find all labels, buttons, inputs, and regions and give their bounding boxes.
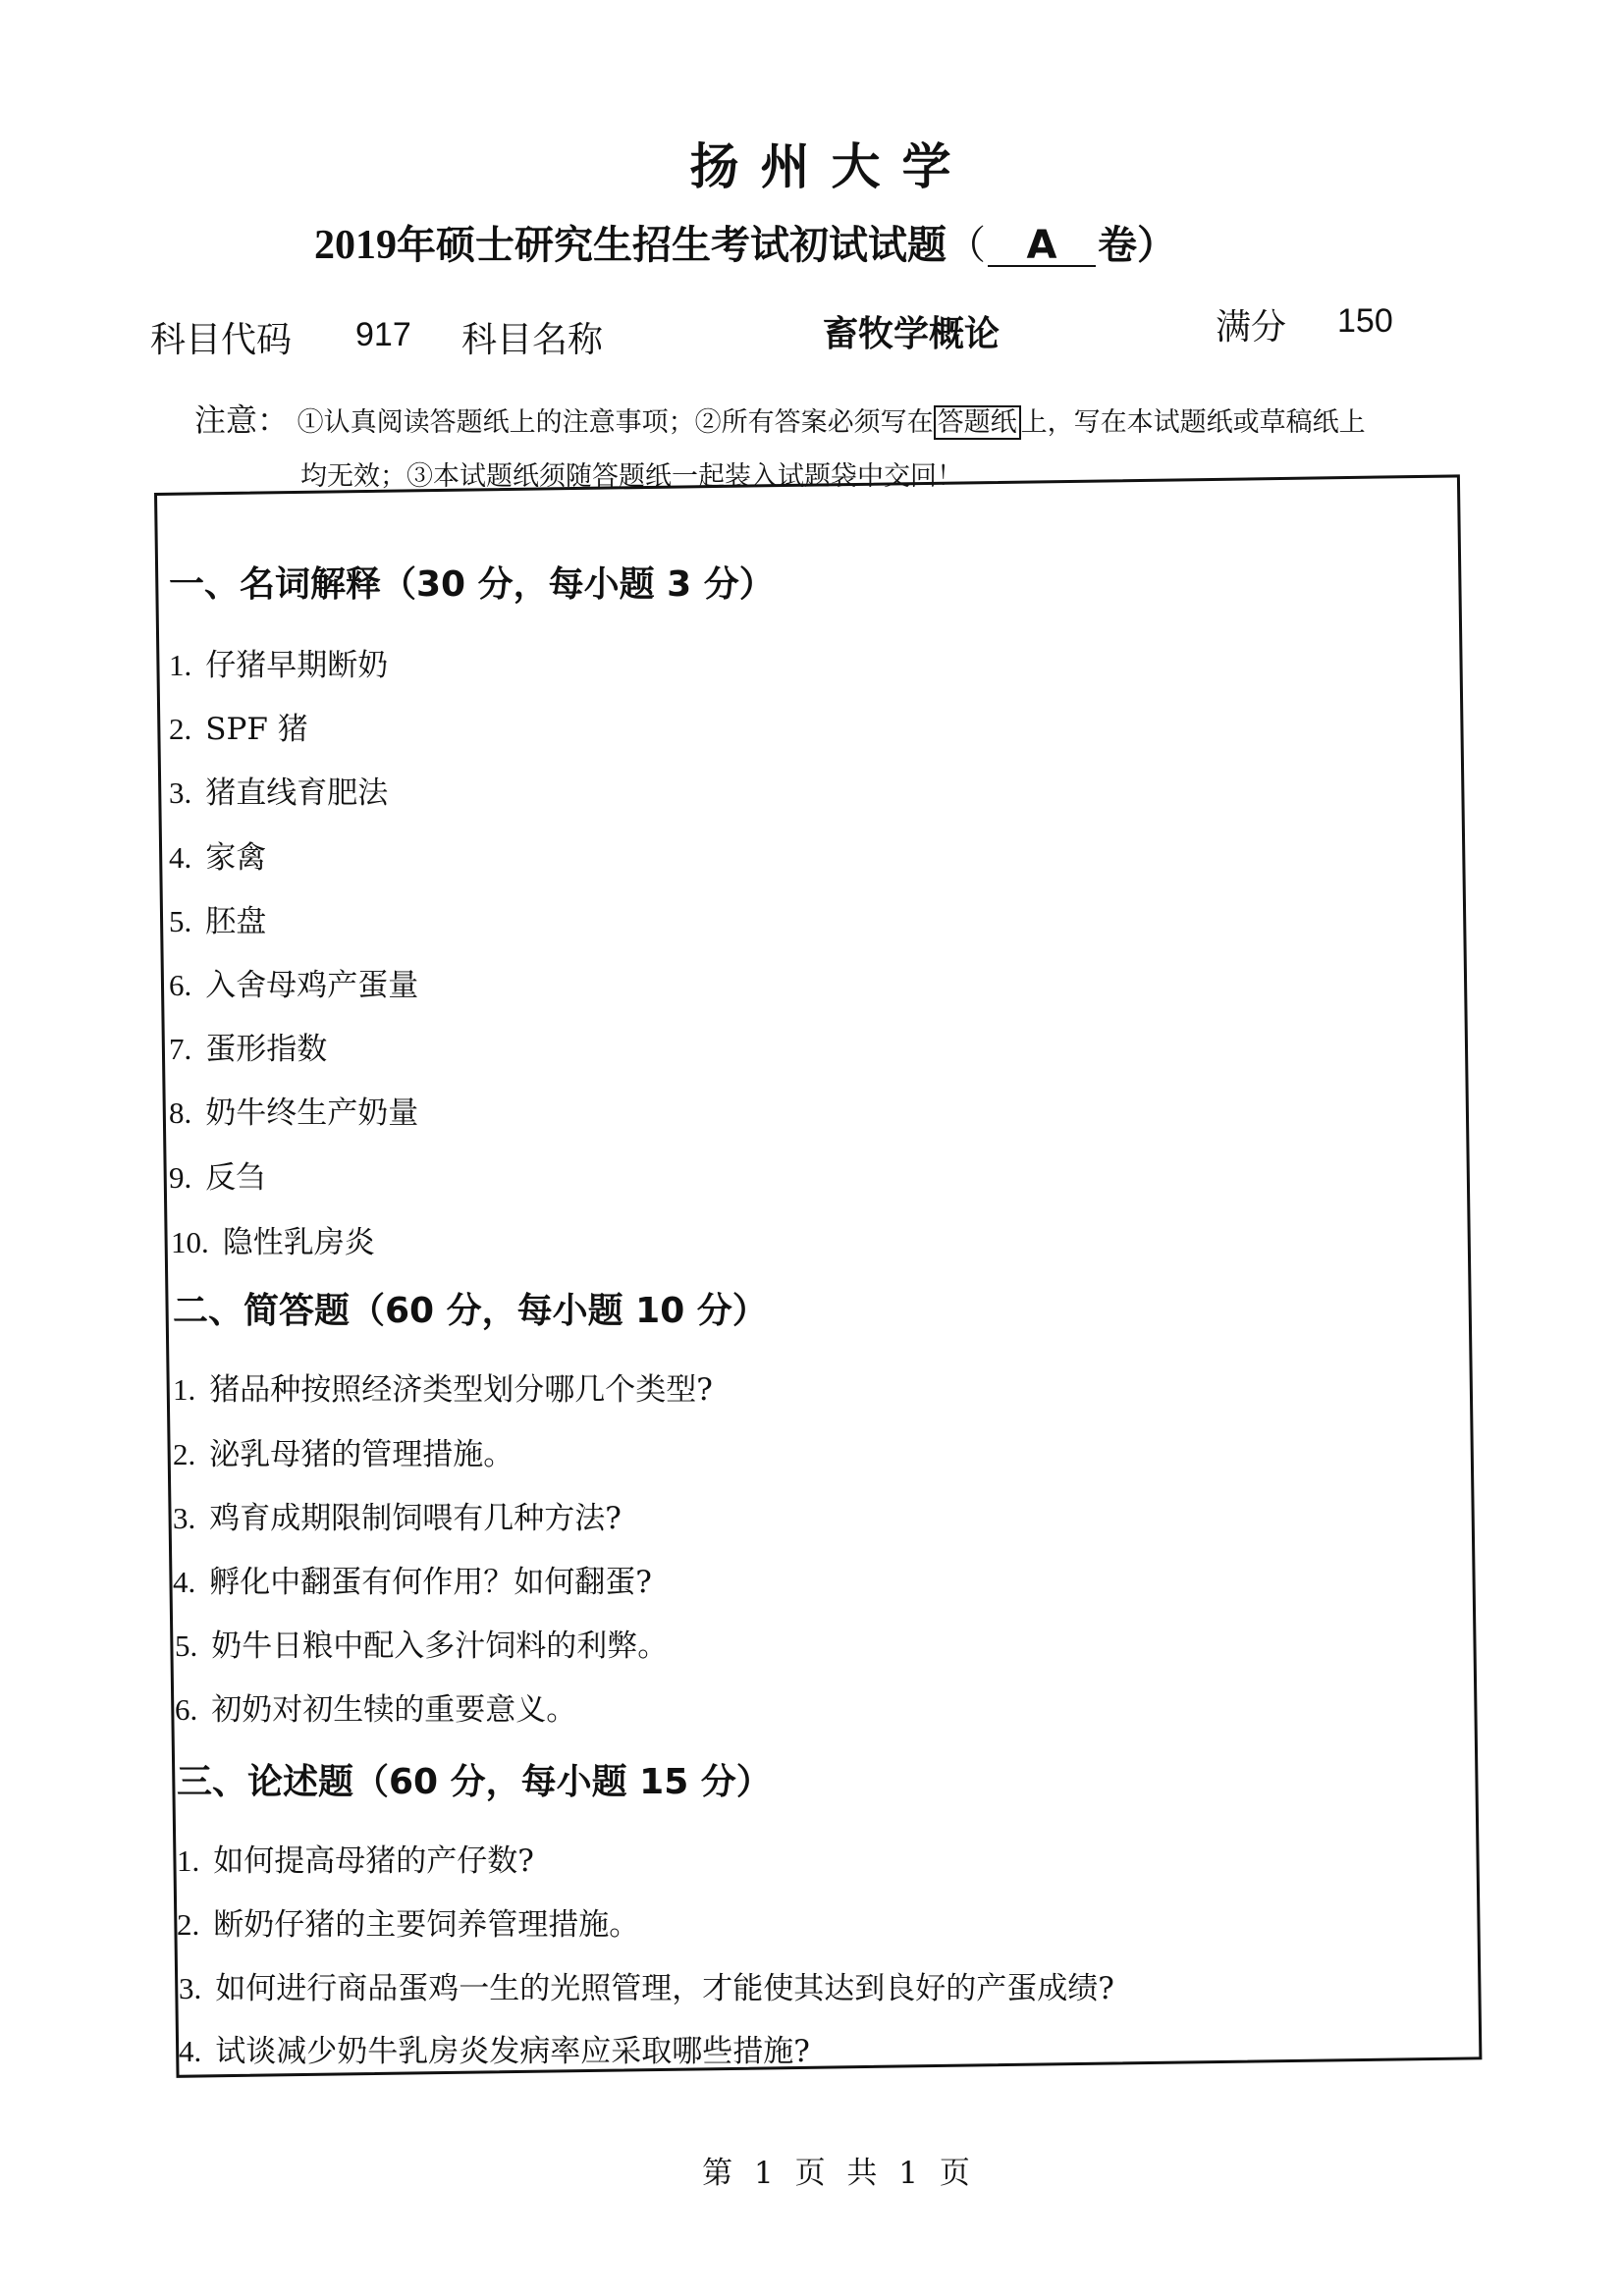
university-title: 扬州大学 xyxy=(689,138,973,195)
s3-q1: 1. 如何提高母猪的产仔数? xyxy=(177,1843,534,1879)
s1-q8: 8. 奶牛终生产奶量 xyxy=(169,1095,419,1131)
section-3-title: 三、论述题（60 分，每小题 15 分） xyxy=(177,1762,772,1802)
s1-q5: 5. 胚盘 xyxy=(169,904,267,939)
s2-q3: 3. 鸡育成期限制饲喂有几种方法? xyxy=(173,1501,622,1536)
s2-q1: 1. 猪品种按照经济类型划分哪几个类型? xyxy=(173,1372,713,1408)
s1-q7: 7. 蛋形指数 xyxy=(169,1032,328,1067)
s2-q2: 2. 泌乳母猪的管理措施。 xyxy=(173,1437,514,1472)
s2-q6: 6. 初奶对初生犊的重要意义。 xyxy=(175,1692,577,1728)
subject-name-label: 科目名称 xyxy=(461,320,604,360)
paper-version: A xyxy=(988,226,1096,267)
s2-q4: 4. 孵化中翻蛋有何作用？如何翻蛋? xyxy=(173,1565,652,1600)
notice-text-1b: 上，写在本试题纸或草稿纸上 xyxy=(1020,407,1366,438)
section-2-title: 二、简答题（60 分，每小题 10 分） xyxy=(173,1291,768,1331)
s1-q9: 9. 反刍 xyxy=(169,1160,267,1196)
notice-line-2: 均无效；③本试题纸须随答题纸一起装入试题袋中交回！ xyxy=(300,461,963,492)
s1-q2: 2. SPF 猪 xyxy=(169,712,308,747)
subject-code: 917 xyxy=(355,316,411,353)
section-1-title: 一、名词解释（30 分，每小题 3 分） xyxy=(169,564,775,605)
s1-q1: 1. 仔猪早期断奶 xyxy=(169,648,389,683)
s1-q6: 6. 入舍母鸡产蛋量 xyxy=(169,968,419,1003)
s3-q2: 2. 断奶仔猪的主要饲养管理措施。 xyxy=(177,1907,640,1943)
s2-q5: 5. 奶牛日粮中配入多汁饲料的利弊。 xyxy=(175,1629,669,1664)
s1-q3: 3. 猪直线育肥法 xyxy=(169,775,389,811)
notice-text-1a: ①认真阅读答题纸上的注意事项；②所有答案必须写在 xyxy=(297,407,934,438)
exam-title-main: 年硕士研究生招生考试初试试题 xyxy=(397,223,947,268)
notice-line-1 xyxy=(194,396,1366,441)
full-score-label: 满分 xyxy=(1216,307,1287,347)
paper-open-paren: （ xyxy=(947,223,986,268)
exam-year: 2019 xyxy=(314,223,397,268)
subject-name: 畜牧学概论 xyxy=(823,314,1001,354)
full-score: 150 xyxy=(1337,302,1393,340)
notice-label: 注意： xyxy=(194,401,290,439)
s3-q3: 3. 如何进行商品蛋鸡一生的光照管理，才能使其达到良好的产蛋成绩? xyxy=(179,1971,1114,2006)
answer-sheet-boxed: 答题纸 xyxy=(934,405,1021,440)
s3-q4: 4. 试谈减少奶牛乳房炎发病率应采取哪些措施? xyxy=(179,2034,810,2069)
page-number: 第 1 页 共 1 页 xyxy=(702,2156,976,2191)
s1-q4: 4. 家禽 xyxy=(169,840,267,876)
exam-title xyxy=(314,214,1176,270)
s1-q10: 10. 隐性乳房炎 xyxy=(171,1225,375,1260)
paper-suffix: 卷） xyxy=(1098,223,1176,268)
subject-code-label: 科目代码 xyxy=(150,320,293,360)
